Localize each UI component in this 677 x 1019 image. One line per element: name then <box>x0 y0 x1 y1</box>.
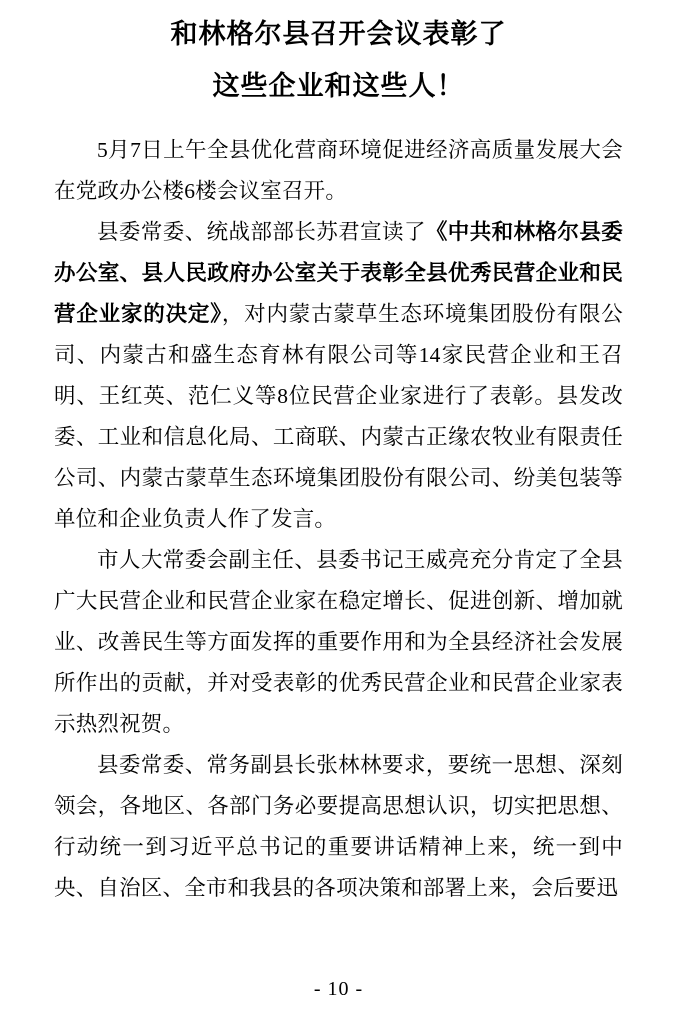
paragraph-3 <box>54 540 623 745</box>
paragraph-1 <box>54 130 623 212</box>
page-title-line-2: 这些企业和这些人！ <box>212 71 465 101</box>
page-title-line-1: 和林格尔县召开会议表彰了 <box>170 19 507 49</box>
page-title <box>54 8 623 112</box>
paragraph-4 <box>54 745 623 909</box>
page-number: - 10 - <box>313 978 364 1000</box>
paragraph-2 <box>54 212 623 540</box>
document-body <box>54 130 623 909</box>
paragraph-2-segment-1: 县委常委、统战部部长苏君宣读了 <box>97 220 426 244</box>
paragraph-4-segment-1: 县委常委、常务副县长张林林要求，要统一思想、深刻领会，各地区、各部门务必要提高思想认识，切实把思想、行动统一到习近平总书记的重要讲话精神上来，统一到中央、自治区、全市和我县的各项决策和部署上来，会后要迅 <box>54 753 623 900</box>
paragraph-2-segment-2-emphasis: 《中共和林格尔县委办公室、县人民政府办公室关于表彰全县优秀民营企业和民营企业家的决定》 <box>54 220 623 326</box>
paragraph-3-segment-1: 市人大常委会副主任、县委书记王威亮充分肯定了全县广大民营企业和民营企业家在稳定增长、促进创新、增加就业、改善民生等方面发挥的重要作用和为全县经济社会发展所作出的贡献，并对受表彰的优秀民营企业和民营企业家表示热烈祝贺。 <box>54 548 623 736</box>
paragraph-2-segment-3: ，对内蒙古蒙草生态环境集团股份有限公司、内蒙古和盛生态育林有限公司等14家民营企业和王召明、王红英、范仁义等8位民营企业家进行了表彰。县发改委、工业和信息化局、工商联、内蒙古正缘农牧业有限责任公司、内蒙古蒙草生态环境集团股份有限公司、纷美包装等单位和企业负责人作了发言。 <box>54 302 623 531</box>
paragraph-1-segment-1: 5月7日上午全县优化营商环境促进经济高质量发展大会在党政办公楼6楼会议室召开。 <box>54 138 623 203</box>
